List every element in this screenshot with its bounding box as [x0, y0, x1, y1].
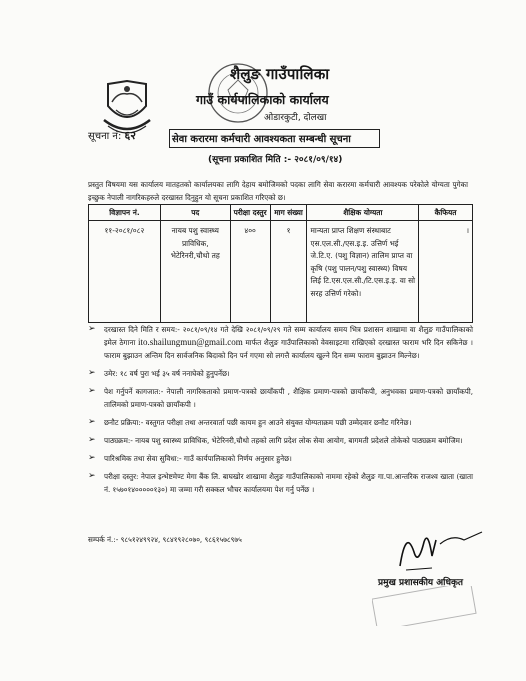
header-qualification: शैक्षिक योग्यता — [307, 205, 419, 221]
arrow-bullet-icon: ➢ — [88, 324, 96, 334]
header-ad-number: विज्ञापन नं. — [89, 205, 161, 221]
list-item — [88, 434, 473, 447]
list-item — [88, 470, 473, 496]
intro-paragraph: प्रस्तुत विषयमा यस कार्यालय मातहतको कार्यालयका लागि देहाय बमोजिमको पदका लागि सेवा करारमा कर्मचारी आवश्यक परेकोले योग्यता पुगेका इच्छुक नेपाली नागरिकहरुले दरखास्त दिनुहुन यो सूचना प्रकाशित गरिएको छ। — [88, 180, 468, 202]
arrow-bullet-icon: ➢ — [88, 417, 96, 427]
officer-stamp — [372, 586, 478, 626]
vacancy-table — [88, 204, 473, 323]
header-remarks: कैफियत — [419, 205, 473, 221]
exam-fee-text: परीक्षा दस्तुर: नेपाल इन्भेष्टमेण्ट मेगा बैंक लि. बाघखोर शाखामा शैलुङ गाउँपालिकाको नाममा रहेको शैलुङ गा.पा.आन्तरिक राजश्व खाता (खाता नं. १५७०१४०००००१३०) मा जम्मा गरी सक्कल भौचर कार्यालयमा पेश गर्नु पर्नेछ । — [104, 472, 473, 494]
email-link[interactable]: ito.shailungmun@gmail.com — [138, 337, 243, 347]
conditions-list — [88, 323, 473, 501]
selection-process-text: छनौट प्रक्रिया:- वस्तुगत परीक्षा तथा अन्तरवार्ता पछी कायम हुन आउने संयुक्त योग्यताक्रम पछी उम्मेदवार छनौट गरिनेछ। — [104, 418, 412, 427]
table-row — [89, 221, 473, 323]
arrow-bullet-icon: ➢ — [88, 368, 96, 378]
application-period-text: दरखास्त दिने मिति र समय:- २०८१/०९/१४ गते देखि २०८१/०९/२९ गते सम्म कार्यालय समय भित्र प्रशासन शाखामा वा शैलुङ गाउँपालिकाको इमेल ठेगाना — [104, 325, 473, 347]
office-name: गाउँ कार्यपालिकाको कार्यालय — [196, 92, 329, 107]
list-item — [88, 452, 473, 465]
remuneration-text: पारिश्रमिक तथा सेवा सुविधा:- गाउँ कार्यपालिकाको निर्णय अनुसार हुनेछ। — [104, 454, 292, 463]
header-post: पद — [160, 205, 230, 221]
age-text: उमेर: १८ वर्ष पुरा भई ३५ वर्ष ननाघेको हुनुपर्नेछ। — [104, 369, 230, 378]
publication-date: (सूचना प्रकाशित मिति :- २०८१/०९/१४) — [208, 155, 343, 165]
header-demand-count: माग संख्या — [270, 205, 307, 221]
cell-exam-fee: ४०० — [230, 221, 270, 323]
header-exam-fee: परीक्षा दस्तुर — [230, 205, 270, 221]
office-address: ओडारकुटी, दोलखा — [264, 113, 327, 123]
organization-name: शैलुङ गाउँपालिका — [230, 65, 330, 83]
arrow-bullet-icon: ➢ — [88, 435, 96, 445]
cell-demand-count: १ — [270, 221, 307, 323]
list-item — [88, 385, 473, 411]
list-item — [88, 323, 473, 362]
arrow-bullet-icon: ➢ — [88, 453, 96, 463]
cell-post: नायब पशु स्वास्थ्य प्राविधिक, भेटेरिनरी,चौथो तह — [160, 221, 230, 323]
contact-numbers: सम्पर्क नं.:- ९८५१२४९९२४, ९८४१९२८०७०, ९८६१५७८९७५ — [88, 535, 242, 544]
cell-remarks: । — [419, 221, 473, 323]
cell-qualification: मान्यता प्राप्त शिक्षण संस्थाबाट एस.एल.सी./एस.इ.इ. उत्तिर्ण भई जे.टि.ए. (पशु विज्ञान) तालिम प्राप्त वा कृषि (पशु पालन/पशु स्वास्थ्य) विषय लिई टि.एस.एल.सी./टि.एस.इ.इ. वा सो सरह उत्तिर्ण गरेको। — [307, 221, 419, 323]
table-header-row — [89, 205, 473, 221]
documents-text: पेश गर्नुपर्ने कागजात:- नेपाली नागरिकताको प्रमाण-पत्रको छायाँकपी , शैक्षिक प्रमाण-पत्रको छायाँकपी, अनुभवका प्रमाण-पत्रको छायाँकपी, तालिमको प्रमाण-पत्रको छायाँकपी । — [104, 387, 473, 409]
notice-reference — [88, 128, 136, 143]
list-item — [88, 367, 473, 380]
notice-title: सेवा करारमा कर्मचारी आवश्यकता सम्बन्धी सूचना — [172, 134, 351, 145]
arrow-bullet-icon: ➢ — [88, 471, 96, 481]
syllabus-text: पाठ्यक्रम:- नायब पशु स्वास्थ्य प्राविधिक, भेटेरिनरी,चौथो तहको लागि प्रदेश लोक सेवा आयोग, बागमती प्रदेशले तोकेको पाठ्यक्रम बमोजिम। — [104, 436, 463, 445]
application-period-text-cont: मार्फत शैलुङ गाउँपालिकाको वेवसाइटमा राखिएको दरखास्त फाराम भरि दिन सकिनेछ । फाराम बुझाउन अन्तिम दिन सार्वजनिक बिदाको दिन पर्न गएमा सो लगत्तै कार्यालय खुल्ने दिन सम्म फाराम बुझाउन मिल्नेछ। — [104, 338, 473, 360]
handwritten-signature — [392, 522, 490, 574]
reference-label: सूचना नं: — [88, 131, 122, 142]
arrow-bullet-icon: ➢ — [88, 386, 96, 396]
signatory-title: प्रमुख प्रशासकीय अधिकृत — [378, 578, 464, 588]
reference-number: ६२ — [124, 129, 136, 142]
cell-ad-number: ११-२०८१/०८२ — [89, 221, 161, 323]
list-item — [88, 416, 473, 429]
